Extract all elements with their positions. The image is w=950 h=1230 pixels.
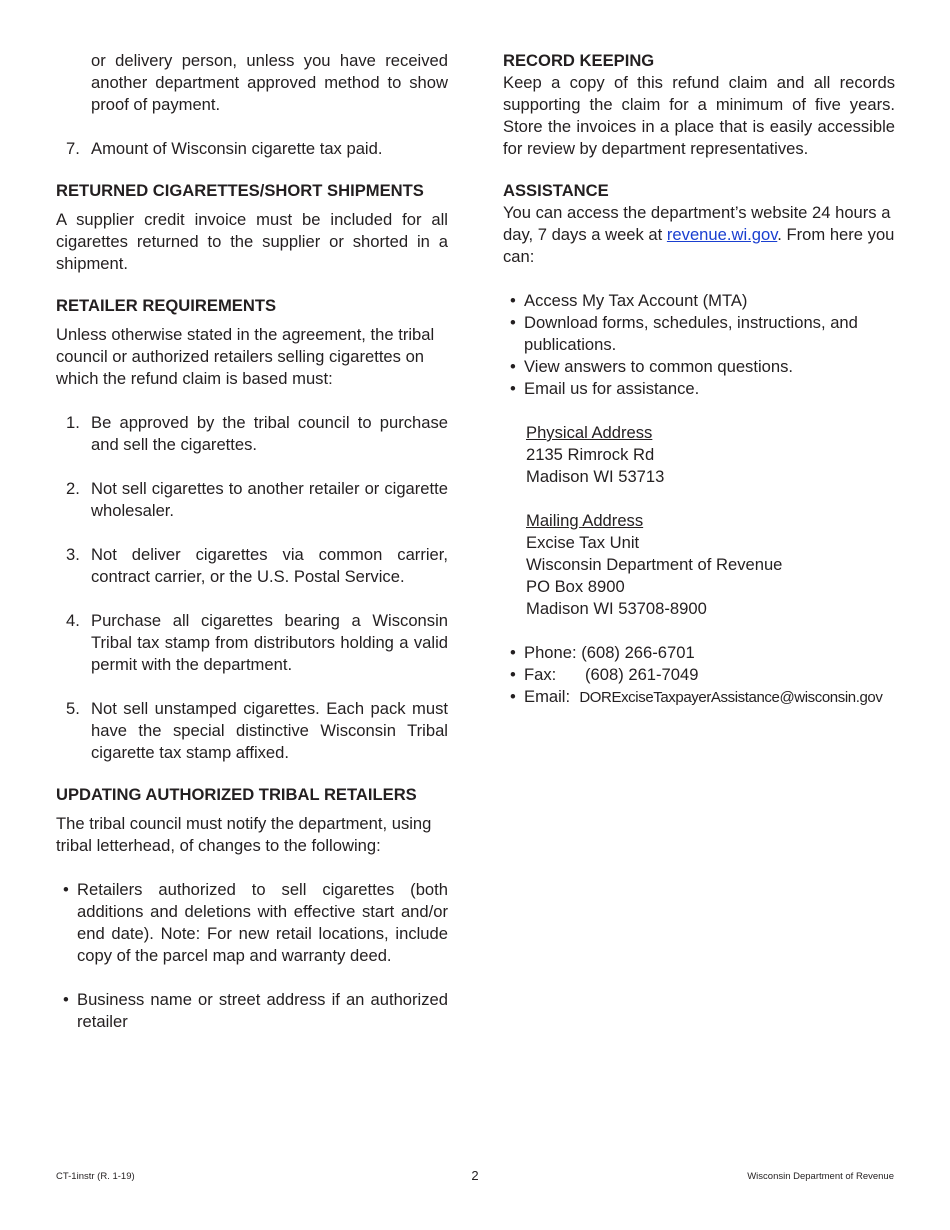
returned-cigarettes-body: A supplier credit invoice must be included for all cigarettes returned to the supplier or shorted in a shipment. xyxy=(56,210,448,273)
heading-record-keeping: RECORD KEEPING xyxy=(503,51,655,70)
fax-value: (608) 261-7049 xyxy=(585,665,699,684)
left-column xyxy=(56,50,448,1033)
list-text: Purchase all cigarettes bearing a Wisconsin Tribal tax stamp from distributors holding a valid permit with the department. xyxy=(91,611,448,674)
fax-label: Fax: xyxy=(524,665,557,684)
retailer-requirements-intro: Unless otherwise stated in the agreement, the tribal council or authorized retailers selling cigarettes on which the refund claim is based must: xyxy=(56,325,435,388)
website-link[interactable]: revenue.wi.gov xyxy=(666,225,778,244)
list-number: 3. xyxy=(66,545,80,564)
list-number: 5. xyxy=(66,699,80,718)
list-item xyxy=(503,290,895,312)
mailing-address-label: Mailing Address xyxy=(526,511,644,530)
list-text: Business name or street address if an authorized retailer xyxy=(77,990,448,1031)
list-item-5 xyxy=(56,698,448,764)
list-number: 7. xyxy=(66,139,80,158)
list-item xyxy=(503,378,895,400)
address-line: Madison WI 53708-8900 xyxy=(526,599,707,618)
list-text: View answers to common questions. xyxy=(524,357,794,376)
physical-address xyxy=(503,422,895,488)
heading-retailer-requirements: RETAILER REQUIREMENTS xyxy=(56,296,277,315)
list-text: Retailers authorized to sell cigarettes (both additions and deletions with effective start and/or end date). Note: For new retail locations, include copy of the parcel map and warranty deed. xyxy=(77,880,448,965)
address-line: Excise Tax Unit xyxy=(526,533,640,552)
phone-value: (608) 266-6701 xyxy=(581,643,695,662)
address-line: 2135 Rimrock Rd xyxy=(526,445,655,464)
bullet-icon: • xyxy=(63,990,69,1009)
form-id: CT-1instr (R. 1-19) xyxy=(56,1171,135,1182)
email-value: DORExciseTaxpayerAssistance@wisconsin.gov xyxy=(579,689,883,706)
bullet-icon: • xyxy=(510,643,516,662)
list-item xyxy=(56,989,448,1033)
assistance-intro-text-end: . From here you can: xyxy=(503,225,895,266)
list-number: 4. xyxy=(66,611,80,630)
physical-address-label: Physical Address xyxy=(526,423,653,442)
bullet-icon: • xyxy=(510,291,516,310)
list-item-1 xyxy=(56,412,448,456)
heading-updating-retailers: UPDATING AUTHORIZED TRIBAL RETAILERS xyxy=(56,785,417,804)
list-text: Not sell unstamped cigarettes. Each pack must have the special distinctive Wisconsin Tribal cigarette tax stamp affixed. xyxy=(91,699,448,762)
bullet-icon: • xyxy=(510,665,516,684)
fax-item xyxy=(503,664,895,686)
address-line: Wisconsin Department of Revenue xyxy=(526,555,783,574)
list-item xyxy=(503,312,895,356)
list-item-3 xyxy=(56,544,448,588)
mailing-address xyxy=(503,510,895,620)
list-number: 1. xyxy=(66,413,80,432)
heading-assistance: ASSISTANCE xyxy=(503,181,609,200)
list-item-2 xyxy=(56,478,448,522)
list-text: Amount of Wisconsin cigarette tax paid. xyxy=(91,139,383,158)
list-text: Access My Tax Account (MTA) xyxy=(524,291,748,310)
phone-item xyxy=(503,642,895,664)
list-item-7 xyxy=(56,138,448,160)
bullet-icon: • xyxy=(510,687,516,706)
assistance-intro-text: You can access the department’s website 24 hours a day, 7 days a week at xyxy=(503,203,891,244)
bullet-icon: • xyxy=(510,313,516,332)
list-text: Be approved by the tribal council to purchase and sell the cigarettes. xyxy=(91,413,448,454)
list-text: Download forms, schedules, instructions, and publications. xyxy=(524,313,858,354)
updating-retailers-intro: The tribal council must notify the department, using tribal letterhead, of changes to the following: xyxy=(56,814,432,855)
address-line: Madison WI 53713 xyxy=(526,467,665,486)
email-label: Email: xyxy=(524,687,571,706)
list-number: 2. xyxy=(66,479,80,498)
bullet-icon: • xyxy=(510,379,516,398)
list-text: Not sell cigarettes to another retailer or cigarette wholesaler. xyxy=(91,479,448,520)
email-item xyxy=(503,686,895,709)
list-item-continuation: or delivery person, unless you have received another department approved method to show proof of payment. xyxy=(91,51,448,114)
heading-returned-cigarettes: RETURNED CIGARETTES/SHORT SHIPMENTS xyxy=(56,181,424,200)
address-line: PO Box 8900 xyxy=(526,577,625,596)
assistance-intro xyxy=(503,202,895,268)
list-text: Not deliver cigarettes via common carrier, contract carrier, or the U.S. Postal Service. xyxy=(91,545,448,586)
list-item xyxy=(56,879,448,967)
agency-name: Wisconsin Department of Revenue xyxy=(747,1171,894,1182)
phone-label: Phone: xyxy=(524,643,577,662)
right-column xyxy=(503,50,895,709)
bullet-icon: • xyxy=(510,357,516,376)
list-text: Email us for assistance. xyxy=(524,379,700,398)
page-number: 2 xyxy=(471,1168,479,1183)
record-keeping-body: Keep a copy of this refund claim and all records supporting the claim for a minimum of five years. Store the invoices in a place that is easily accessible for review by department representatives. xyxy=(503,73,895,158)
list-item-4 xyxy=(56,610,448,676)
list-item xyxy=(503,356,895,378)
bullet-icon: • xyxy=(63,880,69,899)
